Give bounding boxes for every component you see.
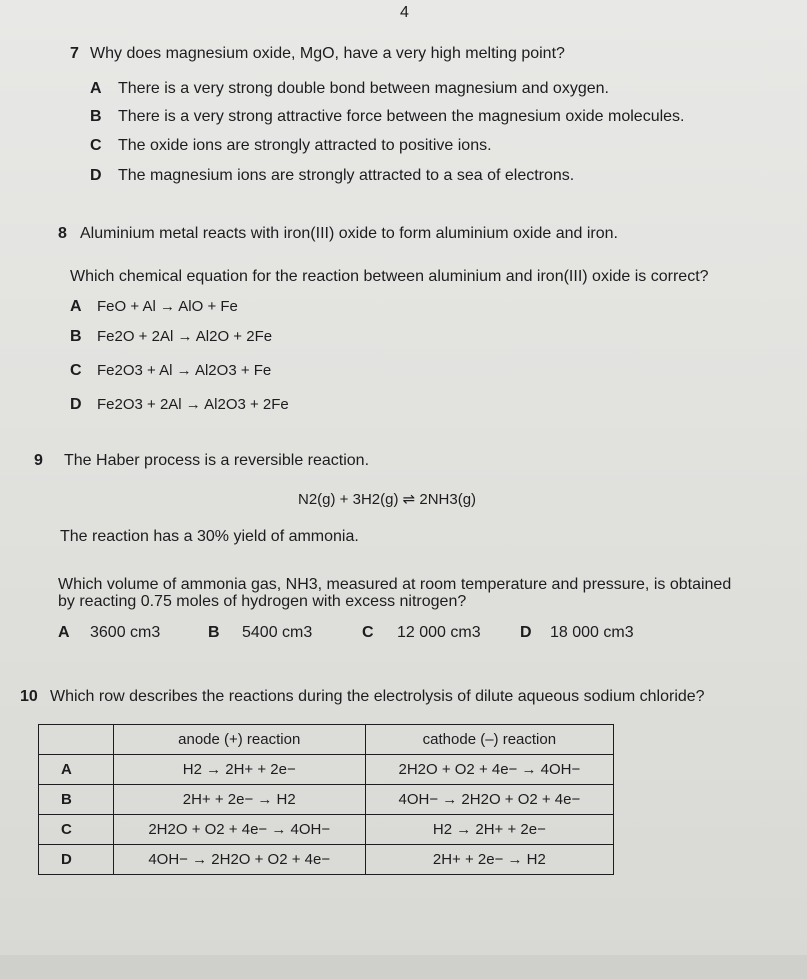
q7-option-c-letter[interactable]: C	[90, 137, 102, 154]
row-letter[interactable]: D	[39, 845, 114, 875]
row-letter[interactable]: C	[39, 815, 114, 845]
row-cathode-reaction: 2H2O + O2 + 4e− → 4OH−	[365, 755, 613, 785]
q9-stem: The Haber process is a reversible reaction.	[64, 452, 370, 469]
table-row[interactable]	[39, 755, 614, 785]
table-header-row	[39, 725, 614, 755]
q7-option-b-letter[interactable]: B	[90, 108, 102, 125]
q7-option-a-letter[interactable]: A	[90, 80, 102, 97]
table-header-cathode: cathode (–) reaction	[365, 725, 613, 755]
table-header-blank	[39, 725, 114, 755]
q9-equation: N2(g) + 3H2(g) ⇌ 2NH3(g)	[298, 491, 477, 508]
q8-number: 8	[58, 225, 67, 242]
table-header-anode: anode (+) reaction	[113, 725, 365, 755]
q9-question-line2: by reacting 0.75 moles of hydrogen with excess nitrogen?	[58, 593, 467, 610]
page-number: 4	[400, 4, 409, 21]
row-letter[interactable]: A	[39, 755, 114, 785]
row-cathode-reaction: 2H+ + 2e− → H2	[365, 845, 613, 875]
q8-option-d-equation[interactable]	[97, 396, 289, 413]
row-anode-reaction: H2 → 2H+ + 2e−	[113, 755, 365, 785]
q9-option-b-value[interactable]: 5400 cm3	[242, 624, 313, 641]
q7-stem: Why does magnesium oxide, MgO, have a very high melting point?	[90, 45, 565, 62]
q8-stem: Aluminium metal reacts with iron(III) oxide to form aluminium oxide and iron.	[80, 225, 618, 242]
row-cathode-reaction: H2 → 2H+ + 2e−	[365, 815, 613, 845]
row-letter[interactable]: B	[39, 785, 114, 815]
q9-option-b-letter[interactable]: B	[208, 624, 220, 641]
q9-yield-text: The reaction has a 30% yield of ammonia.	[60, 528, 359, 545]
q8-option-b-eq-text: Fe2O + 2Al → Al2O + 2Fe	[97, 328, 273, 345]
q7-option-c-text[interactable]: The oxide ions are strongly attracted to positive ions.	[118, 137, 492, 154]
q7-option-a-text[interactable]: There is a very strong double bond between magnesium and oxygen.	[118, 80, 609, 97]
table-row[interactable]	[39, 815, 614, 845]
row-cathode-reaction: 4OH− → 2H2O + O2 + 4e−	[365, 785, 613, 815]
q7-option-d-text[interactable]: The magnesium ions are strongly attracted to a sea of electrons.	[118, 167, 575, 184]
q9-option-a-value[interactable]: 3600 cm3	[90, 624, 161, 641]
q8-option-b-equation[interactable]	[97, 328, 272, 345]
q10-answer-table	[38, 724, 614, 875]
row-anode-reaction: 2H+ + 2e− → H2	[113, 785, 365, 815]
q9-option-c-letter[interactable]: C	[362, 624, 374, 641]
q9-option-a-letter[interactable]: A	[58, 624, 70, 641]
q9-question-line1: Which volume of ammonia gas, NH3, measured at room temperature and pressure, is obtained	[58, 576, 732, 593]
row-anode-reaction: 2H2O + O2 + 4e− → 4OH−	[113, 815, 365, 845]
q9-option-d-letter[interactable]: D	[520, 624, 532, 641]
row-anode-reaction: 4OH− → 2H2O + O2 + 4e−	[113, 845, 365, 875]
q8-option-a-eq-text: FeO + Al → AlO + Fe	[97, 298, 238, 315]
q8-option-d-eq-text: Fe2O3 + 2Al → Al2O3 + 2Fe	[97, 396, 289, 413]
q10-stem: Which row describes the reactions during the electrolysis of dilute aqueous sodium chloride?	[50, 688, 705, 705]
q8-option-d-letter[interactable]: D	[70, 396, 82, 413]
q7-option-b-text[interactable]: There is a very strong attractive force between the magnesium oxide molecules.	[118, 108, 685, 125]
q8-option-b-letter[interactable]: B	[70, 328, 82, 345]
page-bottom-edge	[0, 955, 807, 979]
q10-number: 10	[20, 688, 38, 705]
q9-option-c-value[interactable]: 12 000 cm3	[397, 624, 481, 641]
q8-option-c-letter[interactable]: C	[70, 362, 82, 379]
q8-option-a-equation[interactable]	[97, 298, 238, 315]
q8-question: Which chemical equation for the reaction between aluminium and iron(III) oxide is correct?	[70, 268, 709, 285]
q8-option-a-letter[interactable]: A	[70, 298, 82, 315]
q8-option-c-eq-text: Fe2O3 + Al → Al2O3 + Fe	[97, 362, 272, 379]
table-row[interactable]	[39, 785, 614, 815]
table-row[interactable]	[39, 845, 614, 875]
q8-option-c-equation[interactable]	[97, 362, 271, 379]
q7-option-d-letter[interactable]: D	[90, 167, 102, 184]
q7-number: 7	[70, 45, 79, 62]
q9-number: 9	[34, 452, 43, 469]
q9-option-d-value[interactable]: 18 000 cm3	[550, 624, 634, 641]
